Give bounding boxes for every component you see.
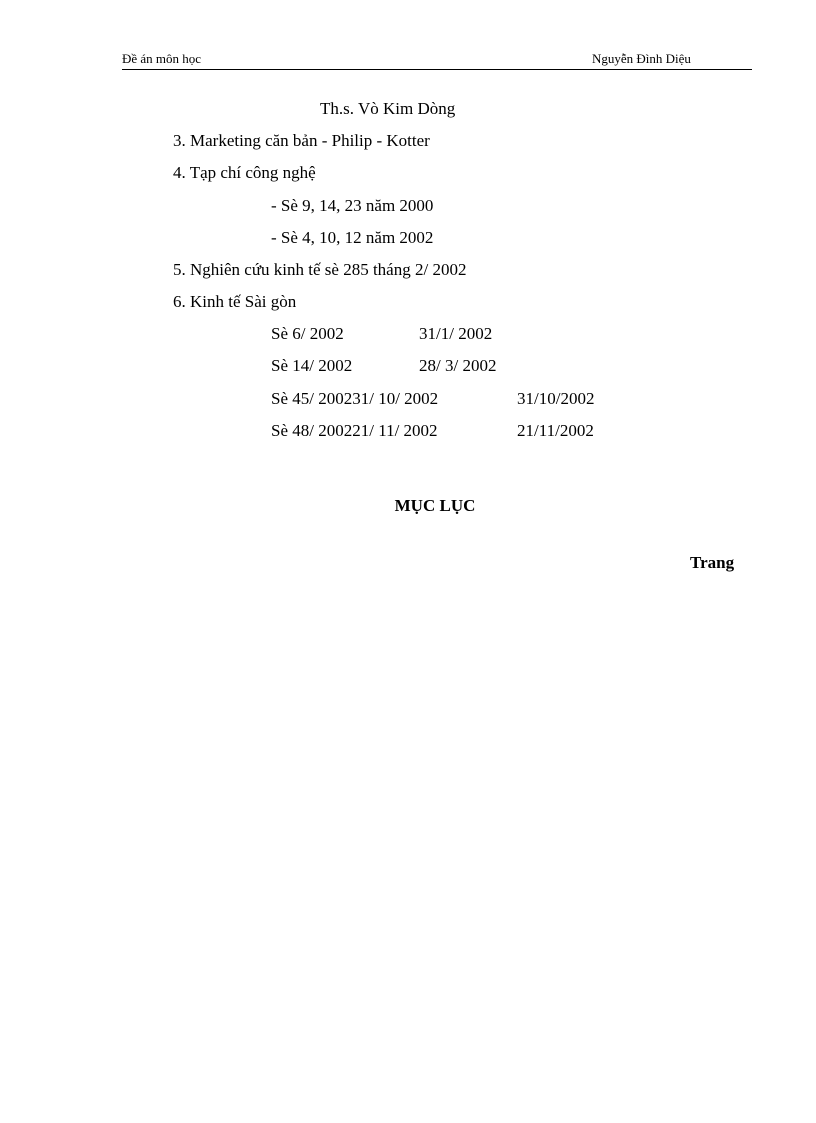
reference-item-6: 6. Kinh tế Sài gòn <box>173 292 297 311</box>
issue-extra-date: 31/10/2002 <box>517 389 595 408</box>
reference-item-3: 3. Marketing căn bản - Philip - Kotter <box>173 131 430 150</box>
issue-number: Sè 48/ 200221/ 11/ 2002 <box>271 421 438 440</box>
issue-number: Sè 6/ 2002 <box>271 324 344 343</box>
reference-item-4: 4. Tạp chí công nghệ <box>173 163 316 182</box>
toc-page-label: Trang <box>690 553 735 572</box>
issue-number: Sè 14/ 2002 <box>271 356 353 375</box>
reference-item-4-sub-2: - Sè 4, 10, 12 năm 2002 <box>271 228 434 247</box>
issue-date: 31/1/ 2002 <box>419 324 493 343</box>
toc-title: MỤC LỤC <box>394 496 476 515</box>
issue-date: 28/ 3/ 2002 <box>419 356 497 375</box>
reference-author-line: Th.s. Vò Kim Dòng <box>320 99 456 118</box>
issue-extra-date: 21/11/2002 <box>517 421 594 440</box>
page-header <box>122 50 752 70</box>
reference-item-4-sub-1: - Sè 9, 14, 23 năm 2000 <box>271 196 434 215</box>
reference-item-5: 5. Nghiên cứu kinh tế sè 285 tháng 2/ 2002 <box>173 260 467 279</box>
issue-number: Sè 45/ 200231/ 10/ 2002 <box>271 389 439 408</box>
header-author: Nguyễn Đình Diệu <box>592 51 691 66</box>
header-document-type: Đề án môn học <box>122 51 202 66</box>
